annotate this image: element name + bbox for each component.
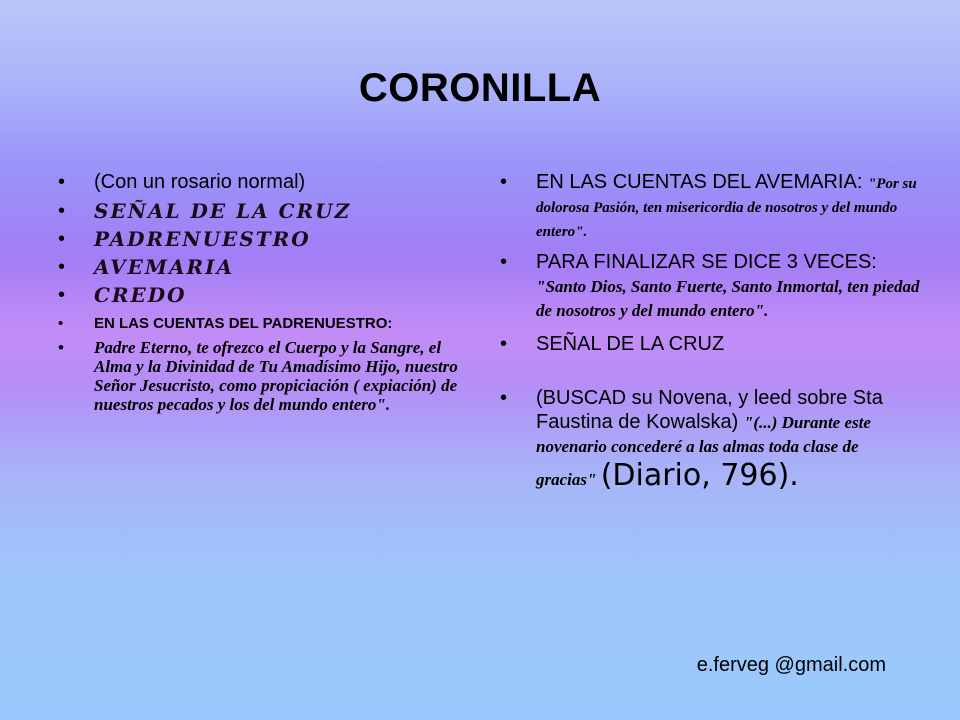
item-quote: "Por su dolorosa Pasión, ten misericordia de nosotros y del mundo entero". [536, 176, 917, 240]
item-text: PADRENUESTRO [94, 227, 311, 251]
list-item-sign-cross [58, 199, 478, 223]
list-item-avemaria [58, 255, 478, 279]
item-text: CREDO [94, 283, 187, 307]
item-text: SEÑAL DE LA CRUZ [94, 199, 352, 223]
list-item-avemaria-beads [500, 170, 920, 242]
right-bullet-list [500, 170, 920, 494]
list-item-prayer-padre-eterno [58, 338, 478, 414]
left-bullet-list [58, 170, 478, 414]
list-item-sign-cross-final [500, 332, 920, 356]
item-text: EN LAS CUENTAS DEL PADRENUESTRO: [94, 315, 393, 332]
item-text: AVEMARIA [94, 255, 234, 279]
item-text: Padre Eterno, te ofrezco el Cuerpo y la Sangre, el Alma y la Divinidad de Tu Amadísimo Hijo, nuestro Señor Jesucristo, como propiciación ( expiación) de nuestros pecados y los del mundo entero". [94, 338, 458, 414]
list-item-padrenuestro [58, 227, 478, 251]
item-lead: SEÑAL DE LA CRUZ [536, 333, 725, 355]
item-tail: (Diario, 796). [600, 458, 799, 493]
author-email: e.ferveg @gmail.com [696, 654, 886, 676]
item-text: (Con un rosario normal) [94, 171, 306, 193]
item-lead: (BUSCAD su Novena, y leed sobre Sta Faustina de Kowalska) [536, 387, 883, 433]
list-item-novena [500, 386, 920, 494]
list-item-padrenuestro-beads [58, 315, 478, 332]
list-item-rosary-note [58, 170, 478, 194]
item-quote: "Santo Dios, Santo Fuerte, Santo Inmortal, ten piedad de nosotros y del mundo entero". [536, 277, 920, 320]
item-lead: EN LAS CUENTAS DEL AVEMARIA: [536, 171, 868, 193]
list-item-finalize [500, 250, 920, 322]
item-quote: "(...) Durante este novenario concederé a las almas toda clase de gracias" [536, 413, 871, 489]
slide-title: CORONILLA [358, 66, 602, 110]
list-item-credo [58, 283, 478, 307]
item-lead: PARA FINALIZAR SE DICE 3 VECES: [536, 251, 877, 273]
